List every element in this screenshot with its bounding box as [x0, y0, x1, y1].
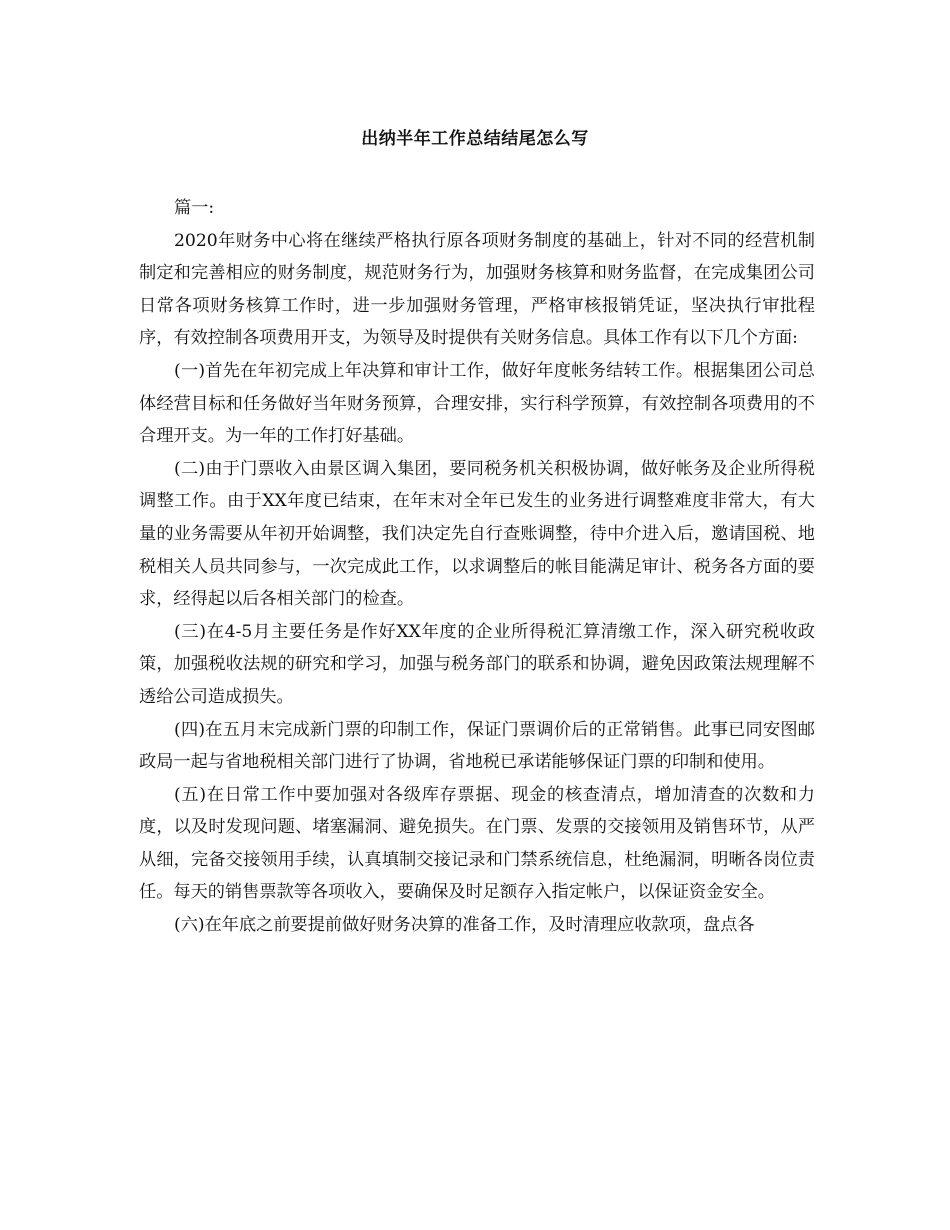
- document-title: 出纳半年工作总结结尾怎么写: [361, 129, 589, 149]
- paragraph-item-2: (二)由于门票收入由景区调入集团，要同税务机关积极协调，做好帐务及企业所得税调整工作。由于XX年度已结束，在年末对全年已发生的业务进行调整难度非常大，有大量的业务需要从年初开始调整，我们决定先自行查账调整，待中介进入后，邀请国税、地税相关人员共同参与，一次完成此工作，以求调整后的帐目能满足审计、税务各方面的要求，经得起以后各相关部门的检查。: [139, 458, 815, 610]
- paragraph-item-5: (五)在日常工作中要加强对各级库存票据、现金的核查清点，增加清查的次数和力度，以及时发现问题、堵塞漏洞、避免损失。在门票、发票的交接领用及销售环节，从严从细，完备交接领用手续，认真填制交接记录和门禁系统信息，杜绝漏洞，明晰各岗位责任。每天的销售票款等各项收入，要确保及时足额存入指定帐户，以保证资金安全。: [139, 784, 815, 903]
- paragraph-intro: 2020年财务中心将在继续严格执行原各项财务制度的基础上，针对不同的经营机制制定和完善相应的财务制度，规范财务行为，加强财务核算和财务监督，在完成集团公司日常各项财务核算工作时，进一步加强财务管理，严格审核报销凭证，坚决执行审批程序，有效控制各项费用开支，为领导及时提供有关财务信息。具体工作有以下几个方面:: [139, 230, 815, 349]
- paragraph-section-label: 篇一:: [174, 198, 215, 218]
- paragraph-item-1: (一)首先在年初完成上年决算和审计工作，做好年度帐务结转工作。根据集团公司总体经营目标和任务做好当年财务预算，合理安排，实行科学预算，有效控制各项费用的不合理开支。为一年的工作打好基础。: [139, 360, 815, 447]
- paragraph-item-4: (四)在五月末完成新门票的印制工作，保证门票调价后的正常销售。此事已同安图邮政局一起与省地税相关部门进行了协调，省地税已承诺能够保证门票的印制和使用。: [139, 719, 815, 773]
- paragraph-item-3: (三)在4-5月主要任务是作好XX年度的企业所得税汇算清缴工作，深入研究税收政策，加强税收法规的研究和学习，加强与税务部门的联系和协调，避免因政策法规理解不透给公司造成损失。: [139, 621, 815, 707]
- paragraph-item-6: (六)在年底之前要提前做好财务决算的准备工作，及时清理应收款项，盘点各: [174, 915, 755, 936]
- document-body: [139, 192, 815, 942]
